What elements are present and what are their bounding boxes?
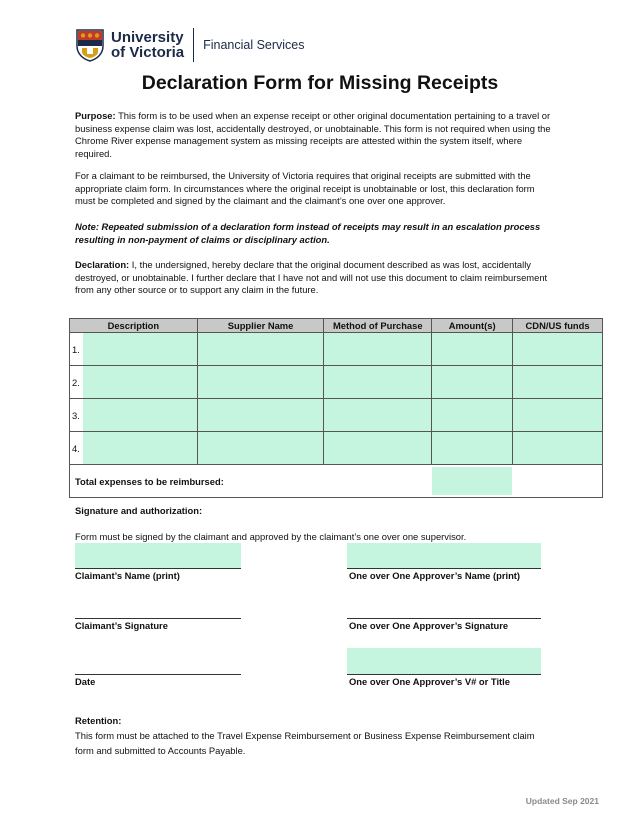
total-amount-field[interactable] (432, 467, 512, 495)
claimant-signature-line[interactable] (75, 618, 241, 619)
approver-signature-line[interactable] (347, 618, 541, 619)
currency-field[interactable] (513, 366, 603, 399)
table-row (70, 366, 603, 399)
claimant-name-field[interactable] (75, 543, 241, 568)
purpose-label: Purpose: (75, 110, 116, 121)
supplier-name-field[interactable] (197, 432, 324, 465)
description-field[interactable] (83, 366, 197, 399)
row-number: 4. (70, 432, 84, 465)
total-empty-cell (513, 465, 603, 498)
university-name (111, 30, 184, 60)
purpose-text: This form is to be used when an expense receipt or other original documentation pertaining to a travel or business expense claim was lost, accidentally destroyed, or unobtainable. This form is not required when using the Chrome River expense management system as missing receipts are attested within the system itself, where required. (75, 110, 551, 159)
date-line[interactable] (75, 674, 241, 675)
page-title: Declaration Form for Missing Receipts (141, 72, 499, 94)
table-row (70, 333, 603, 366)
university-line2: of Victoria (111, 44, 185, 61)
method-of-purchase-field[interactable] (324, 333, 432, 366)
claimant-paragraph: For a claimant to be reimbursed, the University of Victoria requires that original receipts are submitted with the appropriate claim form. In circumstances where the original receipt is unobtainable or lost, this declaration form must be completed and signed by the claimant and the claimant’s one over one approver. (75, 170, 535, 207)
total-row (70, 465, 603, 498)
description-field[interactable] (83, 399, 197, 432)
supplier-name-field[interactable] (197, 333, 324, 366)
university-line1: University (111, 29, 184, 46)
supplier-name-field[interactable] (197, 399, 324, 432)
header-method-of-purchase: Method of Purchase (324, 319, 432, 333)
row-number: 1. (70, 333, 84, 366)
claimant-signature-label: Claimant’s Signature (75, 620, 168, 631)
approver-name-label: One over One Approver’s Name (print) (349, 570, 521, 581)
page-header (75, 26, 305, 64)
declaration-text: I, the undersigned, hereby declare that the original document described as was lost, accidentally destroyed, or unobtainable. I further declare that I have not and will not use this document to claim reimbursement from any other source or to support any claim in the future. (75, 259, 548, 296)
header-supplier-name: Supplier Name (197, 319, 324, 333)
note-paragraph: Note: Repeated submission of a declaration form instead of receipts may result in an escalation process resulting in non-payment of claims or disciplinary action. (75, 221, 541, 245)
row-number: 3. (70, 399, 84, 432)
header-description: Description (70, 319, 198, 333)
total-label: Total expenses to be reimbursed: (70, 465, 432, 498)
total-amount-cell (432, 465, 513, 498)
uvic-crest-icon (75, 28, 105, 62)
date-label: Date (75, 676, 96, 687)
retention-line1: This form must be attached to the Travel Expense Reimbursement or Business Expense Reimbursement claim (75, 730, 535, 741)
amount-field[interactable] (432, 432, 513, 465)
supplier-name-field[interactable] (197, 366, 324, 399)
approver-vnum-label: One over One Approver’s V# or Title (349, 676, 510, 687)
table-row (70, 399, 603, 432)
amount-field[interactable] (432, 399, 513, 432)
retention-line2: form and submitted to Accounts Payable. (75, 745, 246, 756)
signature-instruction: Form must be signed by the claimant and approved by the claimant’s one over one supervisor. (75, 531, 467, 542)
purpose-paragraph (75, 110, 555, 160)
method-of-purchase-field[interactable] (324, 432, 432, 465)
amount-field[interactable] (432, 366, 513, 399)
header-amounts: Amount(s) (432, 319, 513, 333)
declaration-paragraph (75, 259, 555, 297)
approver-name-line (347, 568, 541, 569)
currency-field[interactable] (513, 432, 603, 465)
method-of-purchase-field[interactable] (324, 399, 432, 432)
claimant-name-label: Claimant’s Name (print) (75, 570, 180, 581)
declaration-label: Declaration: (75, 259, 130, 270)
row-number: 2. (70, 366, 84, 399)
signature-heading: Signature and authorization: (75, 505, 203, 516)
method-of-purchase-field[interactable] (324, 366, 432, 399)
description-field[interactable] (83, 432, 197, 465)
retention-heading: Retention: (75, 715, 122, 726)
description-field[interactable] (83, 333, 197, 366)
header-currency: CDN/US funds (513, 319, 603, 333)
currency-field[interactable] (513, 333, 603, 366)
table-row (70, 432, 603, 465)
table-header-row (70, 319, 603, 333)
currency-field[interactable] (513, 399, 603, 432)
department-name: Financial Services (203, 38, 305, 52)
approver-vnum-line (347, 674, 541, 675)
approver-signature-label: One over One Approver’s Signature (349, 620, 509, 631)
header-divider (193, 28, 194, 62)
expenses-table (69, 318, 603, 498)
updated-date: Updated Sep 2021 (525, 796, 599, 806)
claimant-name-line (75, 568, 241, 569)
approver-name-field[interactable] (347, 543, 541, 568)
amount-field[interactable] (432, 333, 513, 366)
approver-vnum-field[interactable] (347, 648, 541, 674)
